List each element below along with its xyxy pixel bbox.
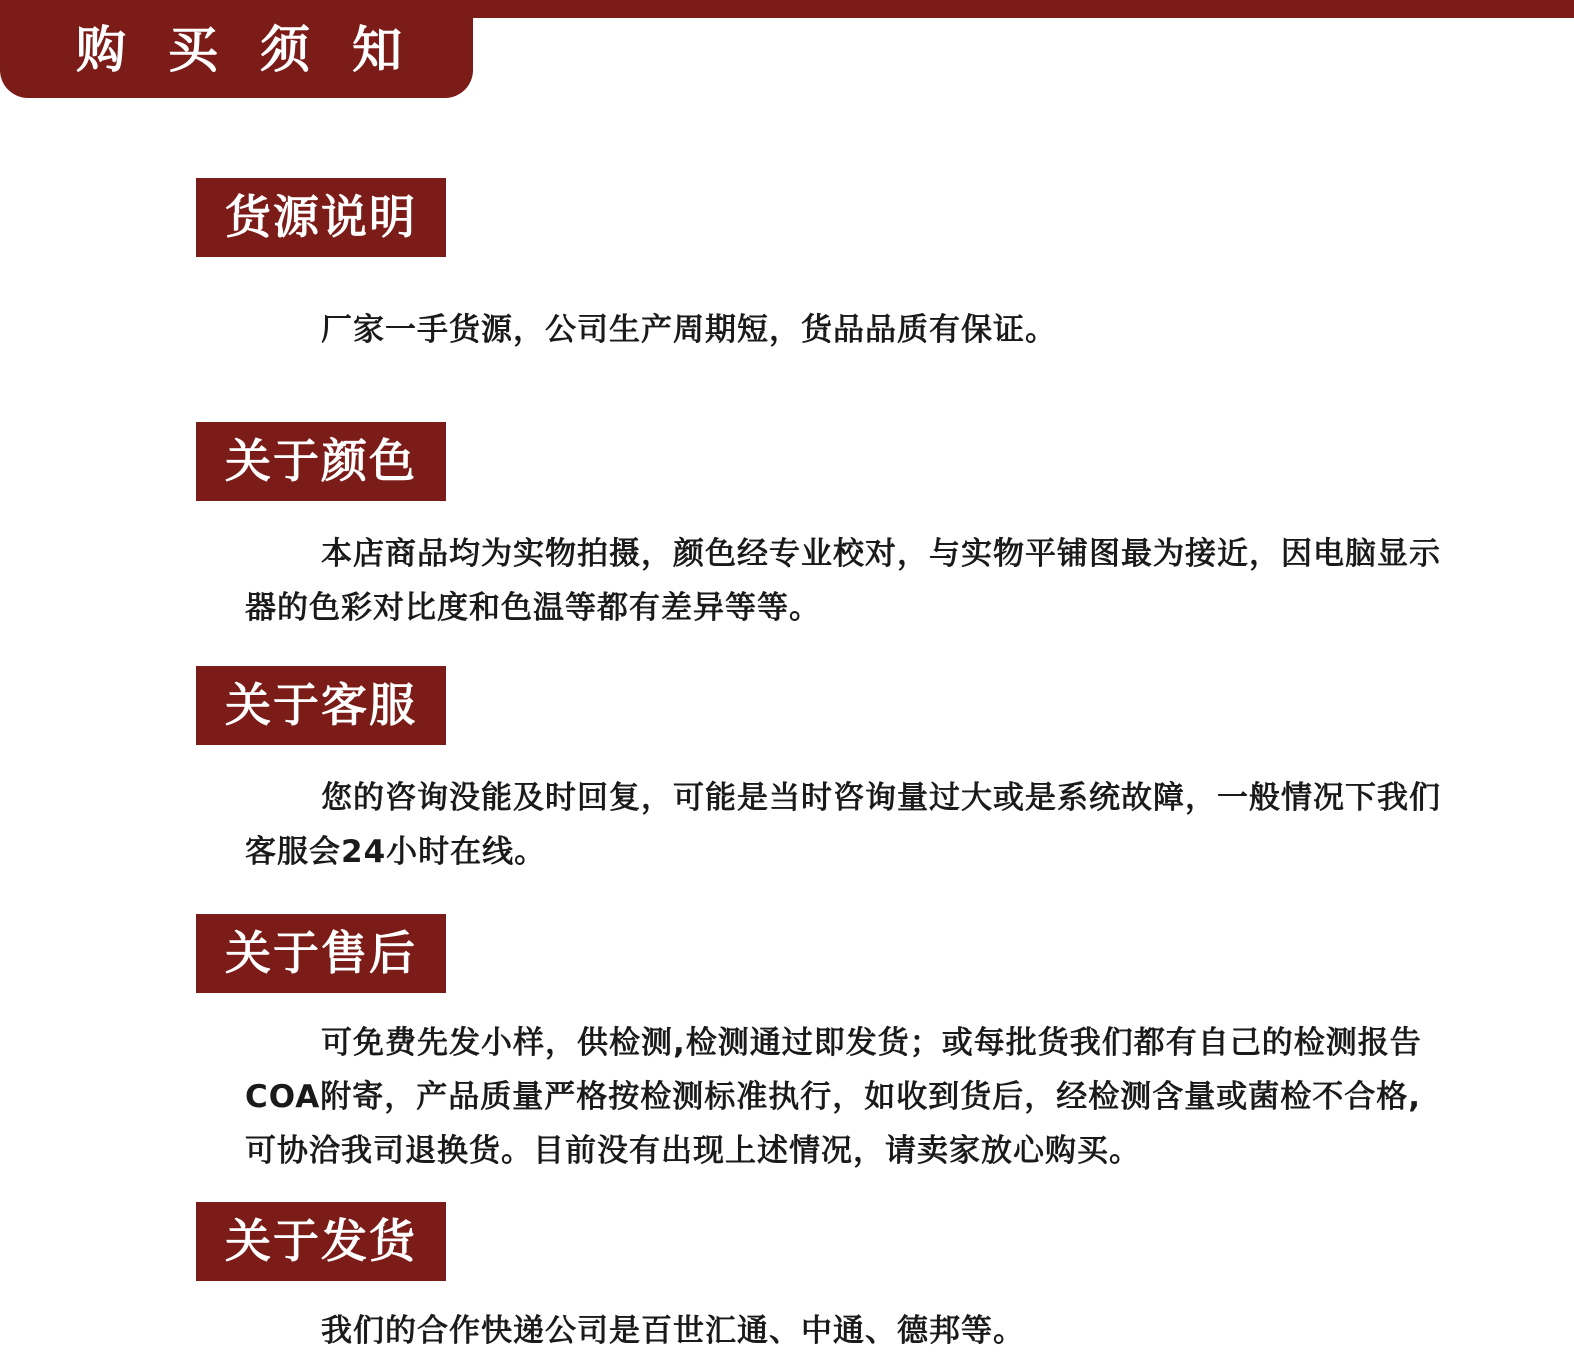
section-label-source: 货源说明 (196, 178, 446, 257)
section-label-shipping: 关于发货 (196, 1202, 446, 1281)
section-text-shipping: 我们的合作快递公司是百世汇通、中通、德邦等。 (321, 1313, 1025, 1349)
section-text-source: 厂家一手货源，公司生产周期短，货品品质有保证。 (321, 312, 1057, 348)
section-text-customer-service: 您的咨询没能及时回复，可能是当时咨询量过大或是系统故障，一般情况下我们客服会24小时在线。 (245, 780, 1441, 870)
section-label-customer-service: 关于客服 (196, 666, 446, 745)
section-label-color: 关于颜色 (196, 422, 446, 501)
section-text-after-sales: 可免费先发小样，供检测,检测通过即发货；或每批货我们都有自己的检测报告COA附寄，产品质量严格按检测标准执行，如收到货后，经检测含量或菌检不合格,可协洽我司退换货。目前没有出现上述情况，请卖家放心购买。 (245, 1025, 1422, 1169)
page-title: 购买须知 (76, 21, 444, 79)
section-label-after-sales: 关于售后 (196, 914, 446, 993)
section-text-color: 本店商品均为实物拍摄，颜色经专业校对，与实物平铺图最为接近，因电脑显示器的色彩对比度和色温等都有差异等等。 (245, 536, 1441, 626)
header-tab (0, 0, 473, 98)
